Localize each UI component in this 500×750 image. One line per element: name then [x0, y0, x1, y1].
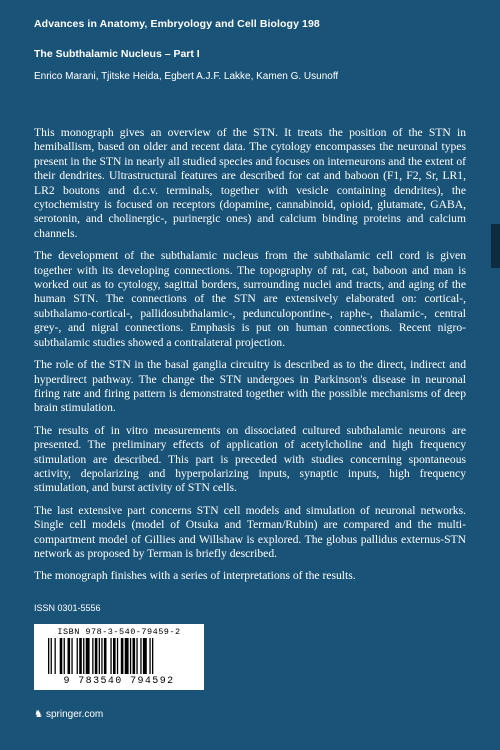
barcode-bar — [83, 638, 84, 674]
barcode-isbn: ISBN 978-3-540-79459-2 — [57, 627, 181, 637]
series-title: Advances in Anatomy, Embryology and Cell Biology 198 — [34, 18, 320, 30]
barcode-bar — [113, 638, 116, 674]
springer-logo — [34, 709, 103, 720]
barcode-bar — [136, 638, 137, 674]
issn: ISSN 0301-5556 — [34, 603, 101, 613]
abstract-paragraph: The monograph finishes with a series of interpretations of the results. — [34, 569, 356, 583]
abstract-paragraph: The results of in vitro measurements on dissociated cultured subthalamic neurons are presented. The preliminary effects of application of acetylcholine and high frequency stimulation are described. This part is preceded with studies concerning spontaneous activity, depolarizing and hyperpolarizing inputs, synaptic inputs, high frequency stimulation, and burst activity of STN cells. — [34, 423, 466, 495]
barcode-bar — [55, 638, 56, 674]
barcode-bar — [130, 638, 131, 674]
barcode-bar — [143, 638, 147, 674]
spine-tab — [491, 224, 500, 268]
barcode-bar — [60, 638, 63, 674]
barcode-bar — [71, 638, 72, 674]
barcode-bar — [68, 638, 71, 674]
barcode-bar — [51, 638, 52, 674]
barcode-bar — [152, 638, 153, 674]
authors: Enrico Marani, Tjitske Heida, Egbert A.J.F. Lakke, Kamen G. Usunoff — [34, 71, 339, 82]
barcode-bar — [140, 638, 141, 674]
barcode-digits: 9 783540 794592 — [63, 676, 175, 687]
barcode-bar — [149, 638, 150, 674]
barcode-bar — [133, 638, 136, 674]
publisher-url: springer.com — [45, 709, 104, 720]
barcode-bar — [125, 638, 129, 674]
book-title: The Subthalamic Nucleus – Part I — [34, 48, 200, 60]
barcode-bar — [110, 638, 111, 674]
abstract-paragraph: The development of the subthalamic nucleus from the subthalamic cell cord is given together with its developing connections. The topography of rat, cat, baboon and man is worked out as to cytology, sagittal borders, surrounding nuclei and tracts, and aging of the human STN. The connections of the STN are extensively elaborated on: cortical-, subthalamo-cortical-, pallidosubthalamic-, pedunculopontine-, raphe-, thalamic-, central grey-, and nigral connections. Emphasis is put on human connections. Recent nigro-subthalamic studies showed a contralateral projection. — [34, 249, 466, 349]
barcode-bar — [79, 638, 82, 674]
barcode-bar — [121, 638, 124, 674]
barcode-bar — [77, 638, 78, 674]
abstract-paragraph: This monograph gives an overview of the STN. It treats the position of the STN in hemiballism, based on older and recent data. The cytology encompasses the neuronal types present in the STN in nearly all studied species and focuses on interneurons and the extent of their dendrites. Ultrastructural features are described for cat and baboon (F1, F2, Sr, LR1, LR2 boutons and d.c.v. terminals, together with vesicle containing dendrites), the cytochemistry is focused on receptors (dopamine, cannabinoid, opioid, glutamate, GABA, serotonin, and cholinergic-, purinergic ones) and calcium binding proteins and calcium channels. — [34, 126, 466, 240]
barcode-bar — [95, 638, 98, 674]
barcode-bars — [48, 638, 196, 674]
barcode-bar — [99, 638, 100, 674]
springer-horse-icon: ♞ — [34, 709, 43, 720]
barcode-bar — [104, 638, 107, 674]
barcode-bar — [64, 638, 65, 674]
abstract — [34, 126, 466, 592]
barcode-bar — [86, 638, 90, 674]
barcode — [34, 624, 204, 690]
abstract-paragraph: The last extensive part concerns STN cell models and simulation of neuronal networks. Single cell models (model of Otsuka and Terman/Rubin) are compared and the multi-compartment model of Gillies and Willshaw is explored. The globus pallidus externus-STN network as proposed by Terman is briefly described. — [34, 503, 466, 560]
barcode-bar — [92, 638, 93, 674]
abstract-paragraph: The role of the STN in the basal ganglia circuitry is described as to the direct, indirect and hyperdirect pathway. The change the STN undergoes in Parkinson's disease in neuronal firing rate and firing pattern is demonstrated together with the possible mechanisms of deep brain stimulation. — [34, 358, 466, 415]
barcode-bar — [117, 638, 118, 674]
barcode-bar — [101, 638, 102, 674]
barcode-bar — [48, 638, 49, 674]
